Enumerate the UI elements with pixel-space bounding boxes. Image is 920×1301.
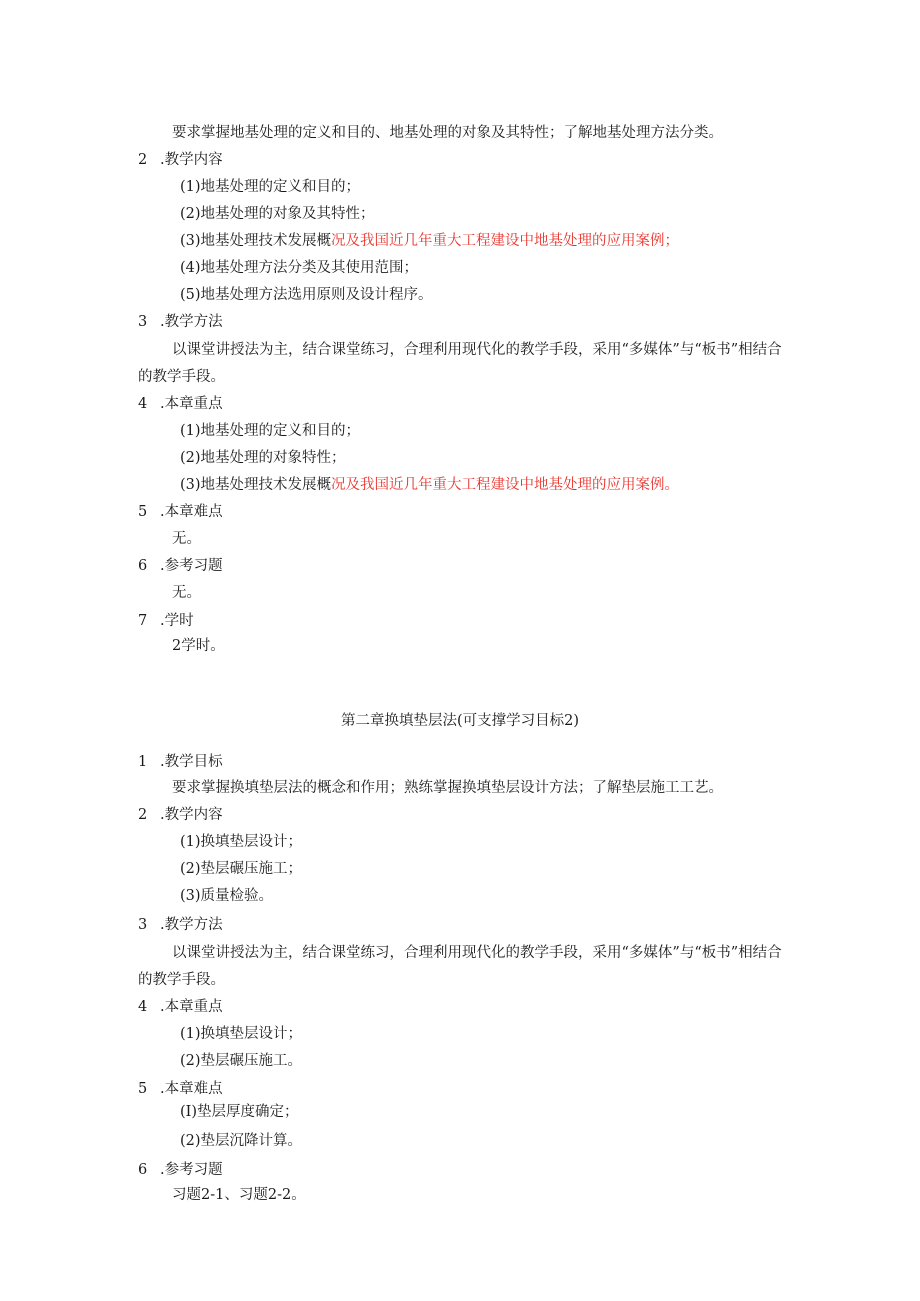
heading-number: 3 [138,314,148,330]
method-text-cont: 的教学手段。 [138,369,225,385]
content-item: (2)垫层碾压施工； [180,861,303,877]
section-heading-method [138,313,223,331]
heading-label: .本章难点 [160,504,223,520]
hours-text: 2学时。 [172,638,225,654]
heading-label: .本章重点 [160,999,223,1015]
heading-number: 4 [138,396,148,412]
key-item: (2)地基处理的对象特性； [180,450,346,466]
heading-label: .学时 [160,613,194,629]
section-heading-difficult [138,1080,223,1098]
heading-number: 6 [138,558,148,574]
method-text: 以课堂讲授法为主，结合课堂练习，合理利用现代化的教学手段，采用“多媒体”与“板书”相结合 [172,342,782,358]
heading-number: 6 [138,1162,148,1178]
section-heading-hours [138,612,194,630]
heading-label: .本章难点 [160,1081,223,1097]
heading-label: .教学内容 [160,152,223,168]
section-heading-exercise [138,557,223,575]
objective-text: 要求掌握换填垫层法的概念和作用；熟练掌握换填垫层设计方法；了解垫层施工工艺。 [172,780,723,796]
exercise-text: 无。 [172,585,201,601]
key-item: (1)换填垫层设计； [180,1026,303,1042]
heading-label: .教学方法 [160,917,223,933]
heading-number: 2 [138,152,148,168]
key-item: (3)地基处理技术发展概况及我国近几年重大工程建设中地基处理的应用案例。 [180,477,680,493]
section-heading-objective [138,753,223,771]
key-item: (2)垫层碾压施工。 [180,1053,303,1069]
section-heading-difficult [138,503,223,521]
content-item: (1)地基处理的定义和目的； [180,179,361,195]
section-heading-exercise [138,1161,223,1179]
exercise-text: 习题2-1、习题2-2。 [172,1187,306,1203]
section-heading-key [138,998,223,1016]
content-item: (2)地基处理的对象及其特性； [180,206,375,222]
heading-label: .教学内容 [160,807,223,823]
heading-label: .参考习题 [160,1162,223,1178]
objective-text: 要求掌握地基处理的定义和目的、地基处理的对象及其特性；了解地基处理方法分类。 [172,125,723,141]
section-heading-content [138,151,223,169]
heading-label: .本章重点 [160,396,223,412]
content-item: (5)地基处理方法选用原则及设计程序。 [180,287,433,303]
heading-number: 2 [138,807,148,823]
method-text: 以课堂讲授法为主，结合课堂练习，合理利用现代化的教学手段，采用“多媒体”与“板书”相结合 [172,945,782,961]
content-item: (1)换填垫层设计； [180,834,303,850]
content-item: (3)质量检验。 [180,888,274,904]
chapter-title: 第二章换填垫层法(可支撑学习目标2) [340,713,580,729]
section-heading-key [138,395,223,413]
heading-label: .教学方法 [160,314,223,330]
difficult-text: 无。 [172,531,201,547]
heading-number: 5 [138,504,148,520]
key-item: (1)地基处理的定义和目的； [180,423,361,439]
heading-number: 3 [138,917,148,933]
content-item: (3)地基处理技术发展概况及我国近几年重大工程建设中地基处理的应用案例； [180,233,680,249]
heading-number: 4 [138,999,148,1015]
heading-number: 5 [138,1081,148,1097]
content-item: (4)地基处理方法分类及其使用范围； [180,260,419,276]
highlighted-text: 况及我国近几年重大工程建设中地基处理的应用案例； [331,233,680,249]
method-text-cont: 的教学手段。 [138,972,225,988]
highlighted-text: 况及我国近几年重大工程建设中地基处理的应用案例。 [331,477,680,493]
heading-label: .教学目标 [160,754,223,770]
difficult-item: (I)垫层厚度确定； [180,1104,299,1120]
section-heading-method [138,916,223,934]
heading-number: 7 [138,613,148,629]
section-heading-content [138,806,223,824]
heading-number: 1 [138,754,148,770]
difficult-item: (2)垫层沉降计算。 [180,1133,303,1149]
heading-label: .参考习题 [160,558,223,574]
